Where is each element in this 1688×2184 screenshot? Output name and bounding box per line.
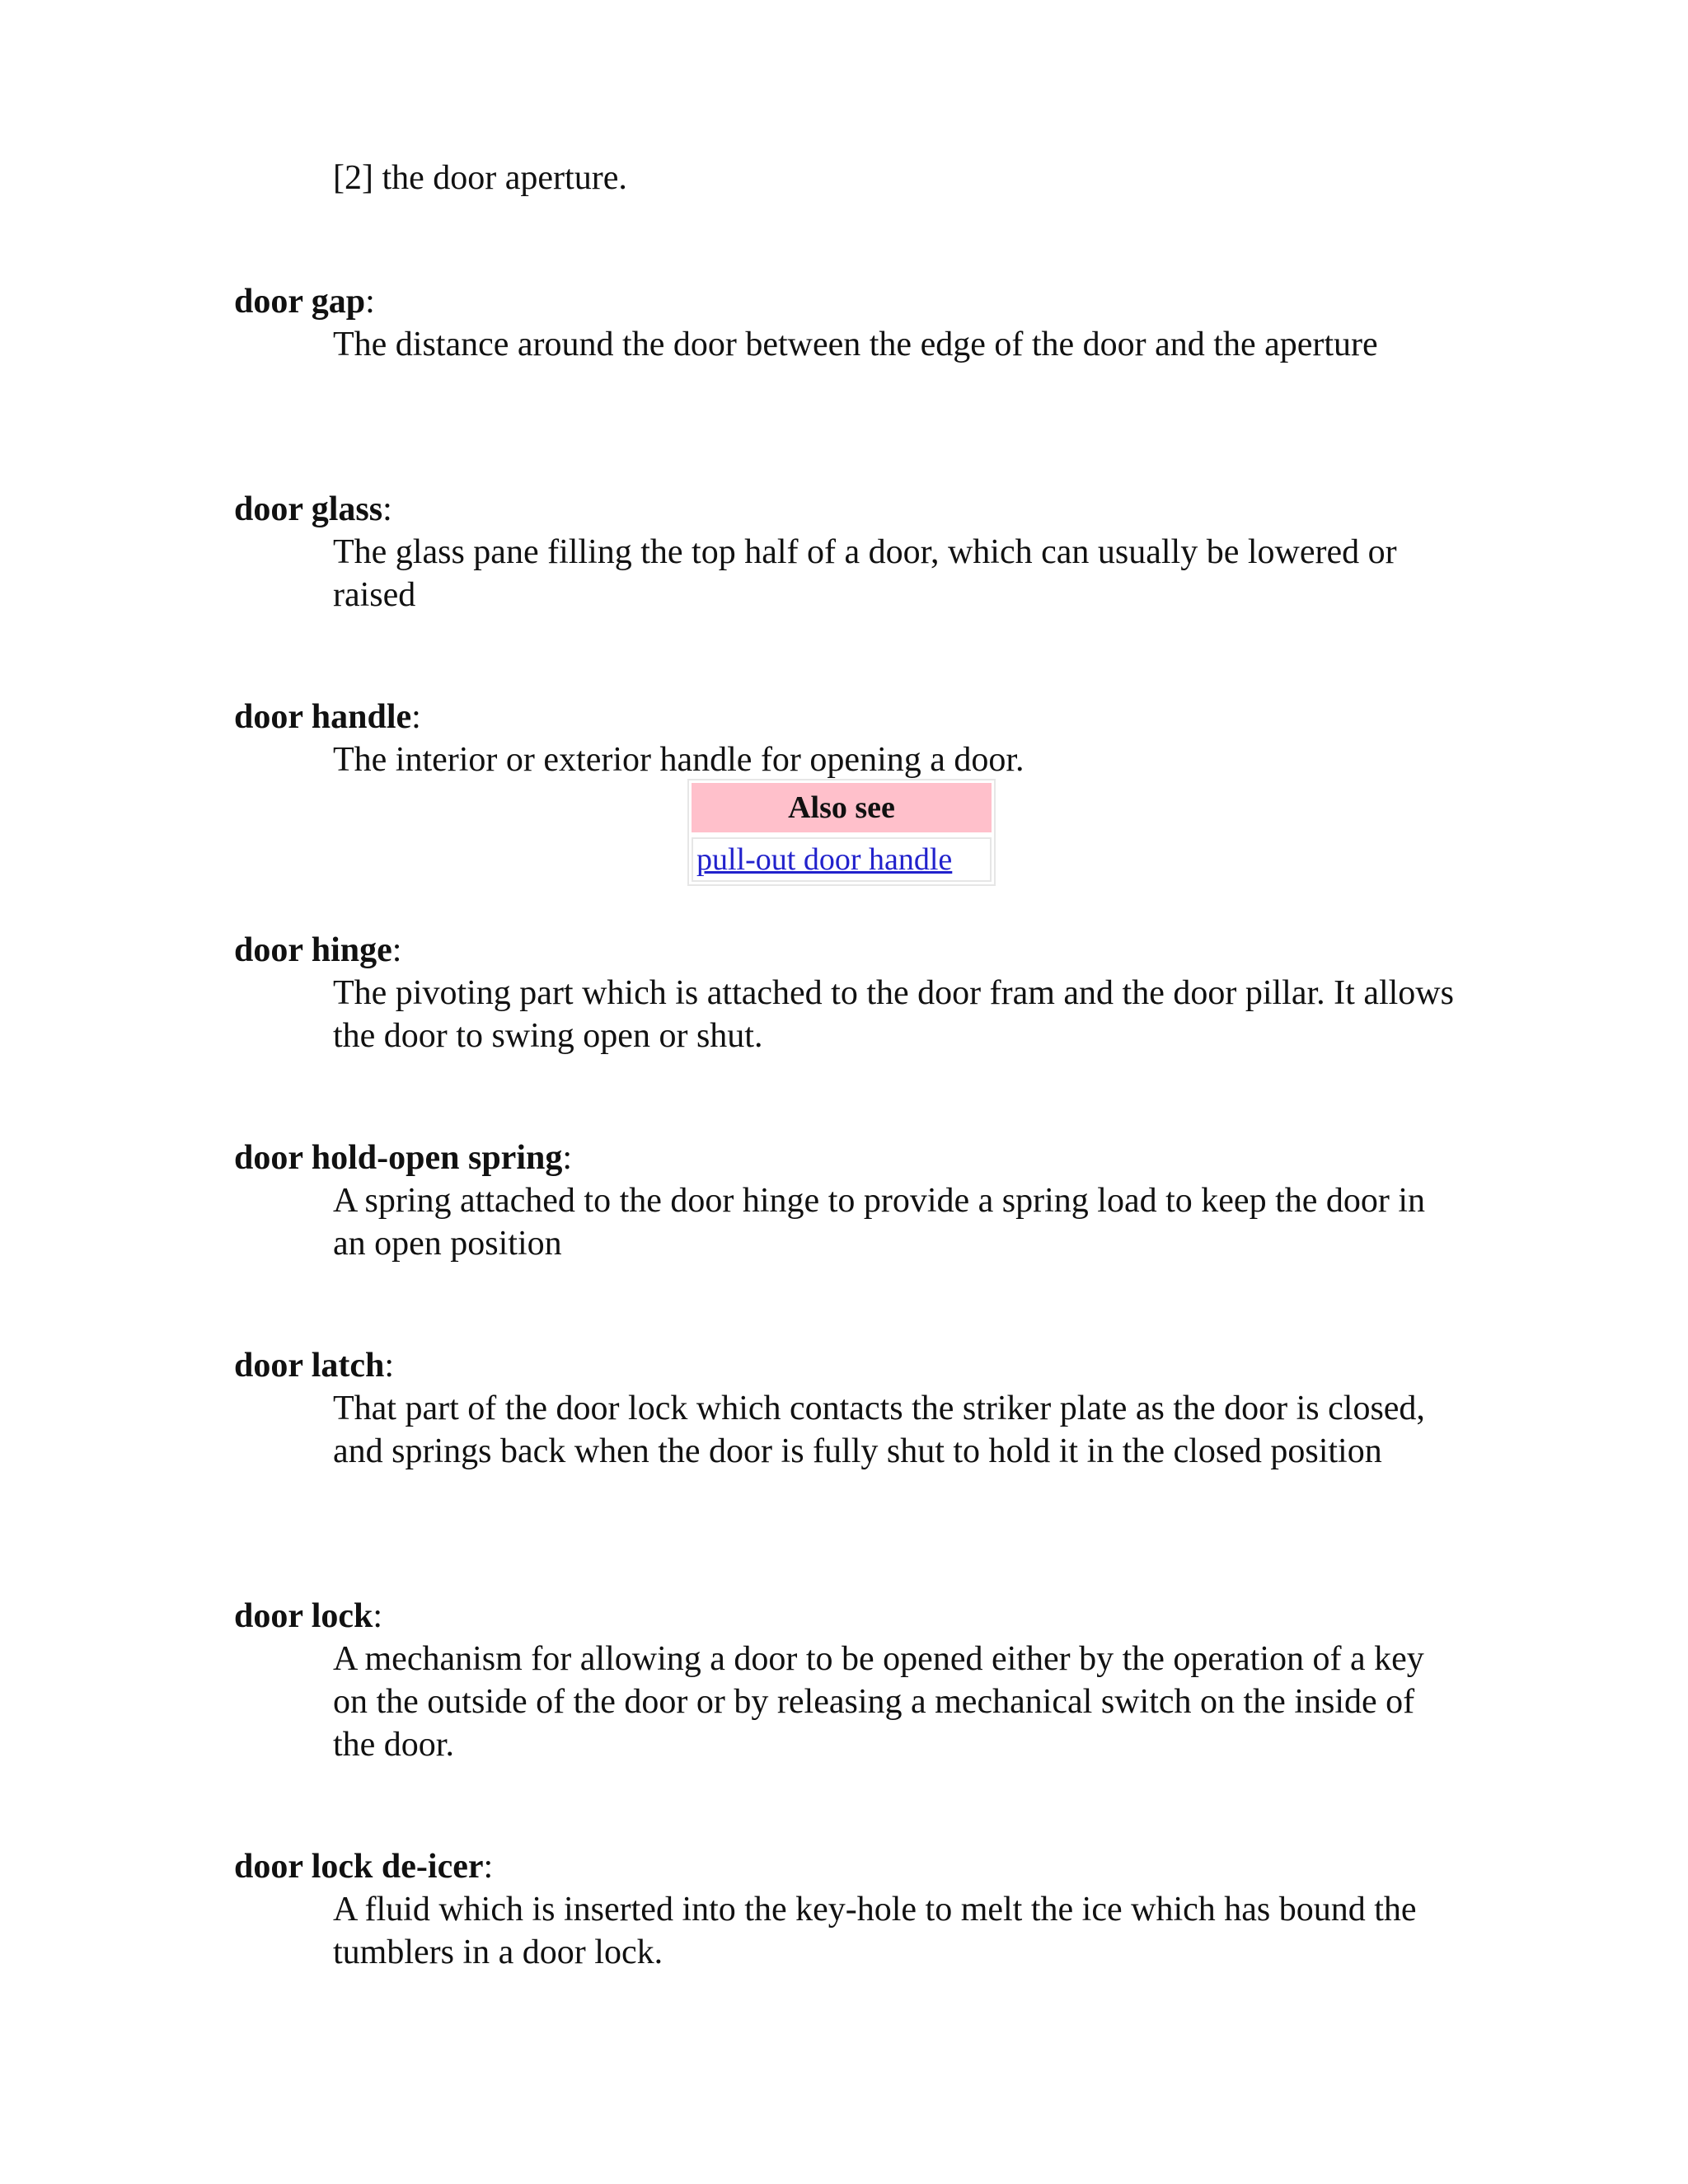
term: door handle [234,698,412,736]
also-see-header: Also see [692,783,992,832]
definition: The interior or exterior handle for opening a door. [333,741,1025,779]
glossary-entry-door-latch [234,1344,1454,1473]
definition: A spring attached to the door hinge to provide a spring load to keep the door in an open position [333,1182,1426,1263]
also-see-cell [692,837,992,882]
term: door latch [234,1347,385,1385]
continuation-text: [2] the door aperture. [333,159,627,197]
term: door lock de-icer [234,1848,484,1886]
term-line [234,696,1454,738]
term-line [234,1137,1454,1179]
definition: That part of the door lock which contacts the striker plate as the door is closed, and springs back when the door is fully shut to hold it in the closed position [333,1390,1425,1470]
also-see-table [687,779,996,886]
definition: A fluid which is inserted into the key-hole to melt the ice which has bound the tumblers in a door lock. [333,1891,1417,1971]
glossary-entry-door-lock-de-icer [234,1845,1454,1974]
colon: : [562,1139,573,1177]
colon: : [365,283,375,321]
colon: : [384,1347,395,1385]
term-line [234,280,1454,323]
definition: The pivoting part which is attached to the door fram and the door pillar. It allows the door to swing open or shut. [333,974,1454,1055]
term: door hold-open spring [234,1139,563,1177]
glossary-entry-door-lock [234,1595,1454,1766]
term: door gap [234,283,366,321]
colon: : [373,1597,383,1635]
colon: : [411,698,421,736]
glossary-entry-door-hinge [234,929,1454,1057]
colon: : [392,931,402,969]
glossary-entry-door-gap [234,280,1454,366]
term-line [234,1595,1454,1638]
colon: : [382,490,392,528]
glossary-entry-door-glass [234,488,1454,616]
also-see-link-pull-out-door-handle[interactable]: pull-out door handle [696,842,953,877]
colon: : [483,1848,494,1886]
definition: The distance around the door between the edge of the door and the aperture [333,326,1378,363]
glossary-entry-door-handle [234,696,1454,781]
glossary-entry-door-hold-open-spring [234,1137,1454,1265]
term: door hinge [234,931,392,969]
term: door glass [234,490,383,528]
definition: A mechanism for allowing a door to be opened either by the operation of a key on the outside of the door or by releasing a mechanical switch on the inside of the door. [333,1640,1424,1764]
term-line [234,929,1454,972]
definition: The glass pane filling the top half of a door, which can usually be lowered or raised [333,533,1397,614]
term-line [234,1344,1454,1387]
term-line [234,1845,1454,1888]
term-line [234,488,1454,531]
term: door lock [234,1597,373,1635]
